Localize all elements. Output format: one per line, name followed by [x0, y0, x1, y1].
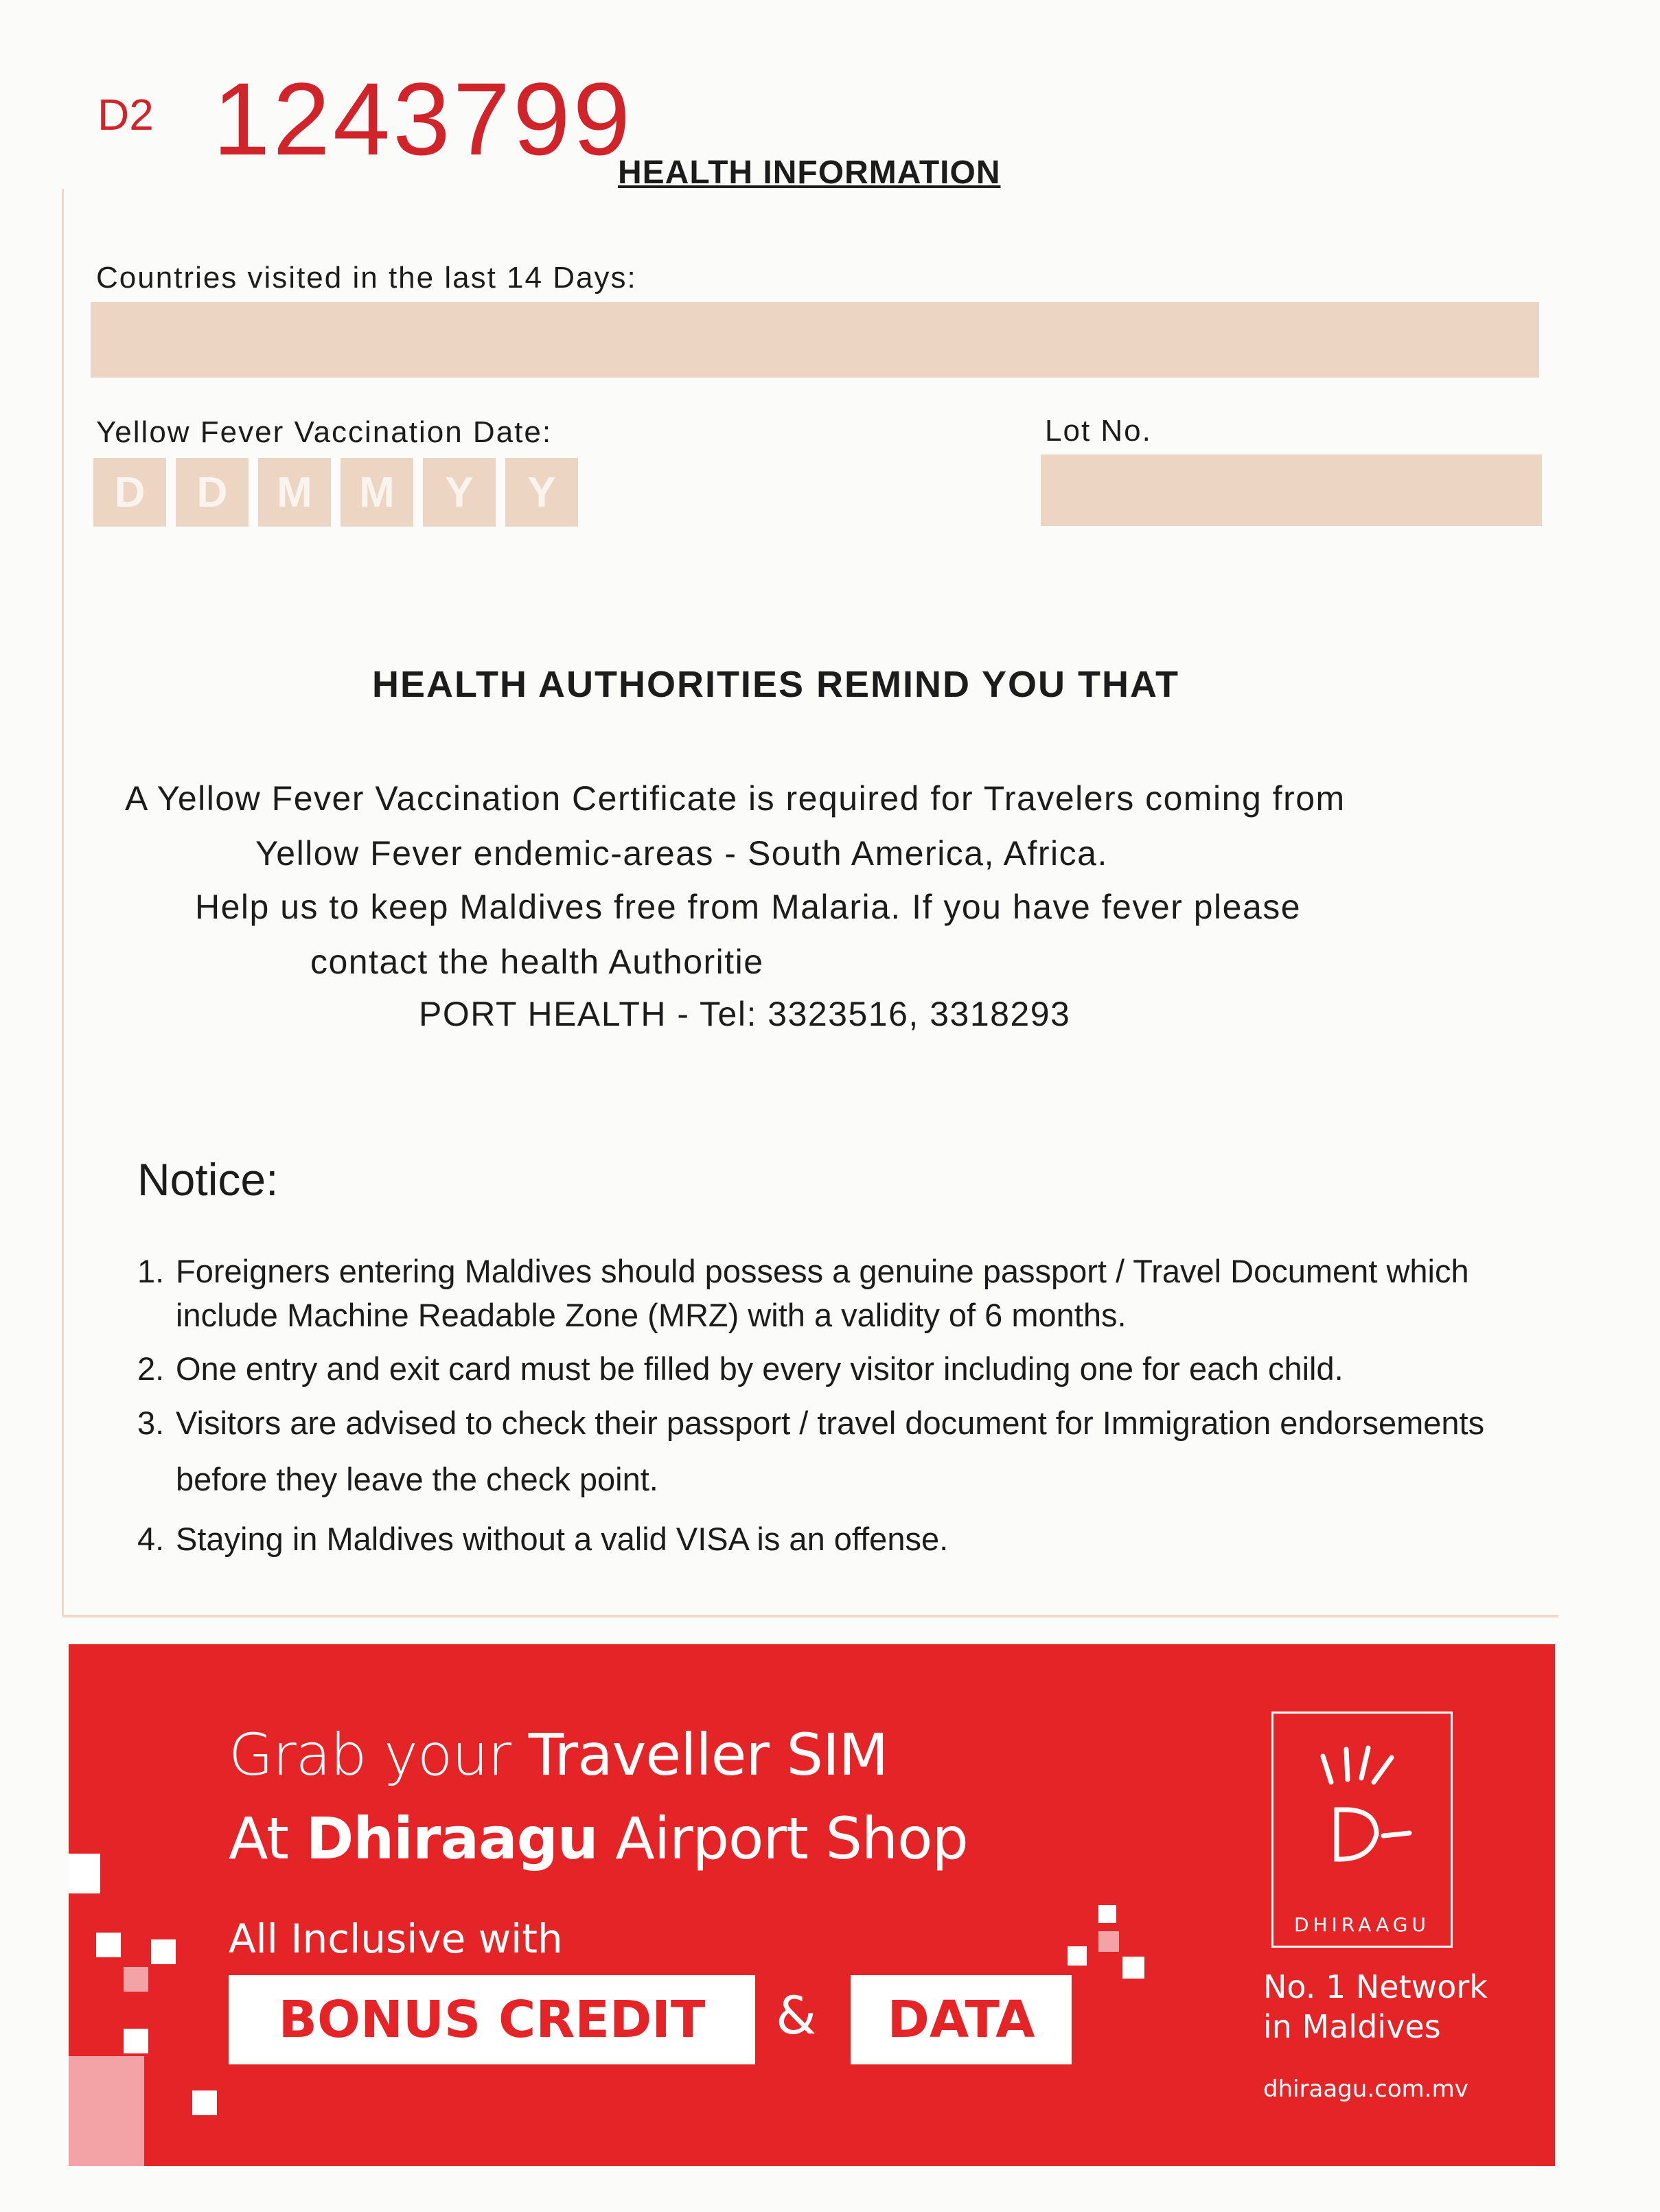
dhiraagu-logo [1271, 1712, 1453, 1948]
pixel-decoration [192, 2090, 217, 2115]
notice-text: One entry and exit card must be filled by every visitor including one for each child. [176, 1350, 1344, 1387]
pixel-decoration [1122, 1957, 1144, 1979]
notice-number: 3. [137, 1405, 165, 1441]
pixel-decoration [69, 2056, 144, 2166]
ad-headline-1 [229, 1721, 888, 1788]
data-badge: DATA [851, 1975, 1072, 2064]
ad-headline-1-bold: Traveller SIM [528, 1721, 888, 1788]
countries-field[interactable] [91, 302, 1539, 378]
ampersand: & [776, 1985, 817, 2046]
dhiraagu-sun-icon [1273, 1714, 1451, 1906]
countries-label: Countries visited in the last 14 Days: [96, 261, 637, 295]
notice-text: Visitors are advised to check their passport / travel document for Immigration endorsements before they leave the check point. [176, 1405, 1485, 1497]
section-title: HEALTH INFORMATION [618, 154, 1001, 191]
remind-line: contact the health Authoritie [310, 943, 764, 981]
date-box-year-2[interactable]: Y [505, 458, 578, 527]
date-box-day-2[interactable]: D [176, 458, 249, 527]
pixel-decoration [69, 1854, 100, 1893]
notice-item [137, 1249, 1565, 1337]
notice-list [137, 1249, 1565, 1571]
form-frame-left [62, 189, 64, 1617]
remind-line: Help us to keep Maldives free from Malaria. If you have fever please [195, 888, 1302, 926]
lot-field[interactable] [1041, 454, 1542, 526]
remind-line: Yellow Fever endemic-areas - South America, Africa. [255, 834, 1108, 873]
date-box-day-1[interactable]: D [93, 458, 166, 527]
vaccination-date-boxes[interactable] [93, 458, 578, 527]
notice-number: 2. [137, 1350, 165, 1387]
network-tagline-1: No. 1 Network [1263, 1968, 1488, 2005]
serial-number: 1243799 [213, 61, 633, 176]
pixel-decoration [151, 1939, 176, 1964]
pixel-decoration [124, 2029, 148, 2053]
remind-title: HEALTH AUTHORITIES REMIND YOU THAT [372, 664, 1179, 705]
website-url: dhiraagu.com.mv [1263, 2075, 1468, 2103]
remind-line: A Yellow Fever Vaccination Certificate is required for Travelers coming from [125, 779, 1346, 818]
notice-item [137, 1517, 1565, 1561]
yellow-fever-label: Yellow Fever Vaccination Date: [96, 415, 553, 449]
pixel-decoration [1098, 1905, 1116, 1923]
logo-wordmark: DHIRAAGU [1294, 1913, 1430, 1936]
notice-item [137, 1347, 1565, 1391]
form-frame-bottom [62, 1615, 1558, 1617]
pixel-decoration [1098, 1931, 1119, 1952]
ad-headline-2-bold: Dhiraagu [306, 1805, 598, 1872]
notice-number: 1. [137, 1253, 165, 1289]
pixel-decoration [96, 1933, 121, 1957]
notice-title: Notice: [137, 1154, 279, 1205]
ad-headline-2 [229, 1805, 968, 1872]
ad-headline-2-light-a: At [229, 1805, 306, 1872]
date-box-month-1[interactable]: M [258, 458, 331, 527]
pixel-decoration [124, 1967, 148, 1992]
notice-text: Foreigners entering Maldives should possess a genuine passport / Travel Document which include Machine Readable Zone (MRZ) with a validity of 6 months. [176, 1253, 1469, 1333]
serial-prefix: D2 [97, 90, 154, 139]
date-box-year-1[interactable]: Y [423, 458, 496, 527]
network-tagline-2: in Maldives [1263, 2008, 1441, 2045]
notice-text: Staying in Maldives without a valid VISA is an offense. [176, 1521, 949, 1557]
dhiraagu-ad-banner [69, 1644, 1555, 2166]
ad-headline-1-light: Grab your [229, 1721, 529, 1788]
lot-label: Lot No. [1045, 414, 1152, 448]
notice-number: 4. [137, 1521, 165, 1557]
bonus-credit-badge: BONUS CREDIT [229, 1975, 755, 2064]
date-box-month-2[interactable]: M [341, 458, 413, 527]
port-health-line: PORT HEALTH - Tel: 3323516, 3318293 [419, 995, 1071, 1033]
notice-item [137, 1395, 1565, 1508]
ad-headline-2-light-b: Airport Shop [597, 1805, 968, 1872]
ad-subheadline: All Inclusive with [229, 1915, 563, 1962]
pixel-decoration [1068, 1946, 1087, 1966]
